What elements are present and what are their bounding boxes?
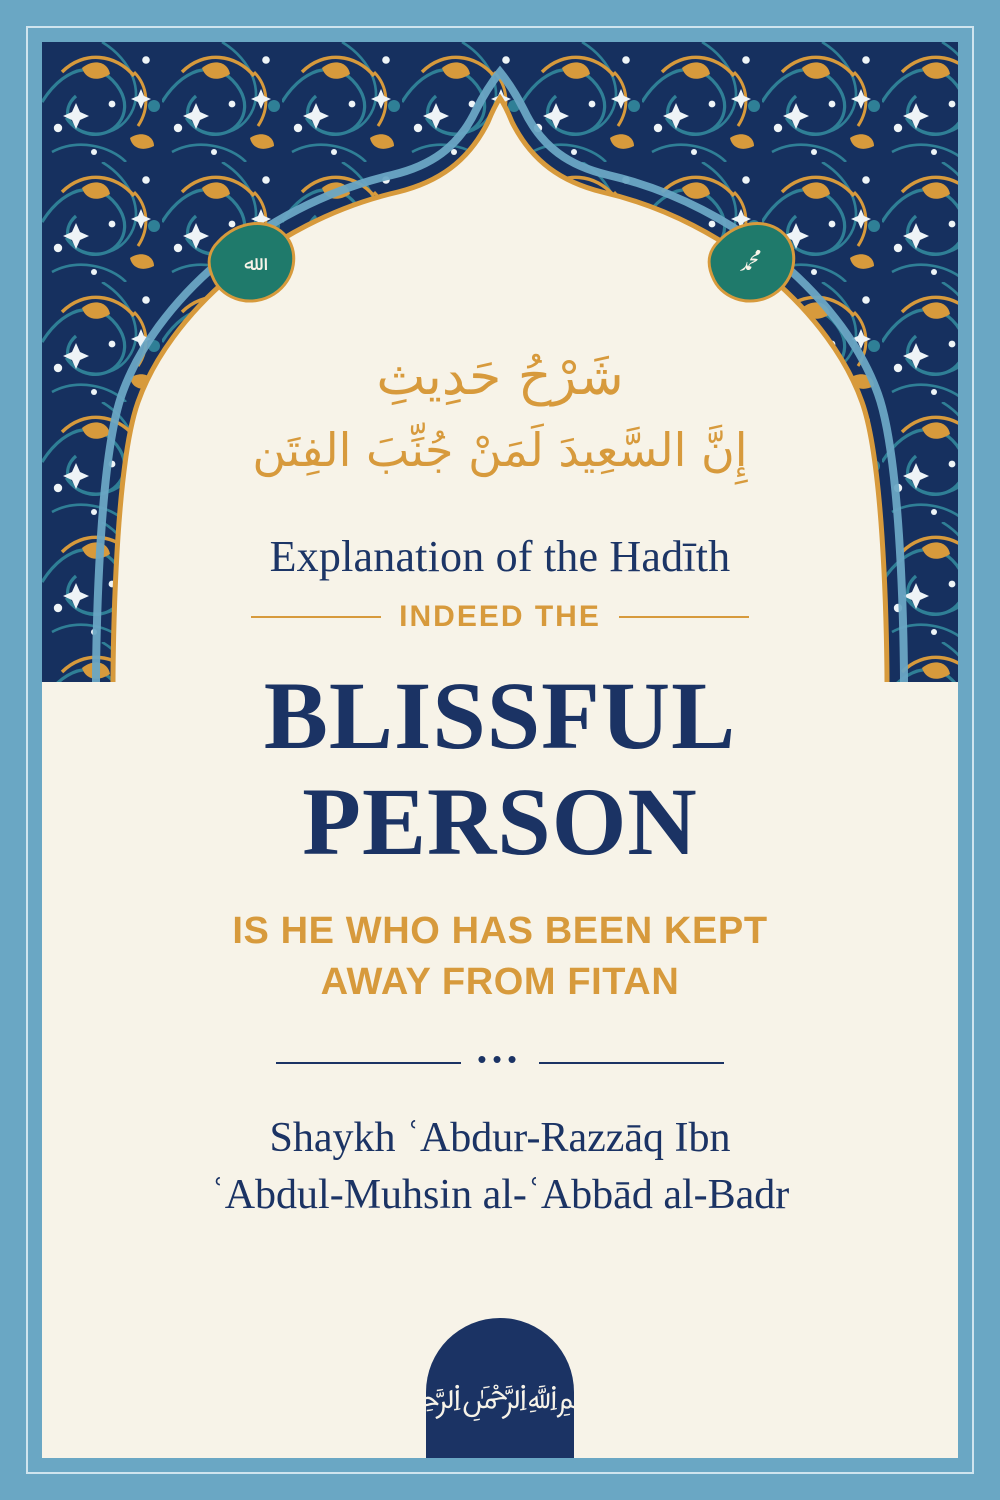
publisher-mark: ﷽ [369, 1377, 631, 1417]
author-line2: ʿAbdul-Muhsin al-ʿAbbād al-Badr [210, 1171, 790, 1218]
arabic-title-line1: شَرْحُ حَدِيثِ [376, 347, 624, 407]
publisher-logo-tab [369, 1318, 631, 1458]
author-line1: Shaykh ʿAbdur-Razzāq Ibn [269, 1115, 731, 1162]
eyebrow-row [42, 600, 958, 634]
svg-text:ﷴ: ﷴ [739, 251, 761, 275]
svg-text:ﷲ: ﷲ [244, 251, 256, 275]
subtitle-line1: IS HE WHO HAS BEEN KEPT [232, 909, 768, 952]
subtitle-line2: AWAY FROM FITAN [320, 960, 680, 1003]
main-title-line1: BLISSFUL [263, 661, 737, 769]
explanation-line: Explanation of the Hadīth [269, 531, 731, 581]
eyebrow-rule-right [619, 616, 749, 618]
eyebrow-rule-left [251, 616, 381, 618]
cover-text-block [42, 342, 958, 1224]
subtitle [42, 906, 958, 1009]
cover-inner-panel [42, 42, 958, 1458]
divider-dots: ••• [477, 1044, 523, 1075]
divider-rule-left [276, 1062, 461, 1064]
eyebrow-text: INDEED THE [399, 599, 601, 633]
main-title [42, 661, 958, 875]
author-divider [42, 1044, 958, 1076]
author-name [42, 1110, 958, 1223]
main-title-line2: PERSON [302, 767, 698, 875]
divider-rule-right [539, 1062, 724, 1064]
arabic-title-line2: إِنَّ السَّعِيدَ لَمَنْ جُنِّبَ الفِتَن [252, 423, 748, 478]
